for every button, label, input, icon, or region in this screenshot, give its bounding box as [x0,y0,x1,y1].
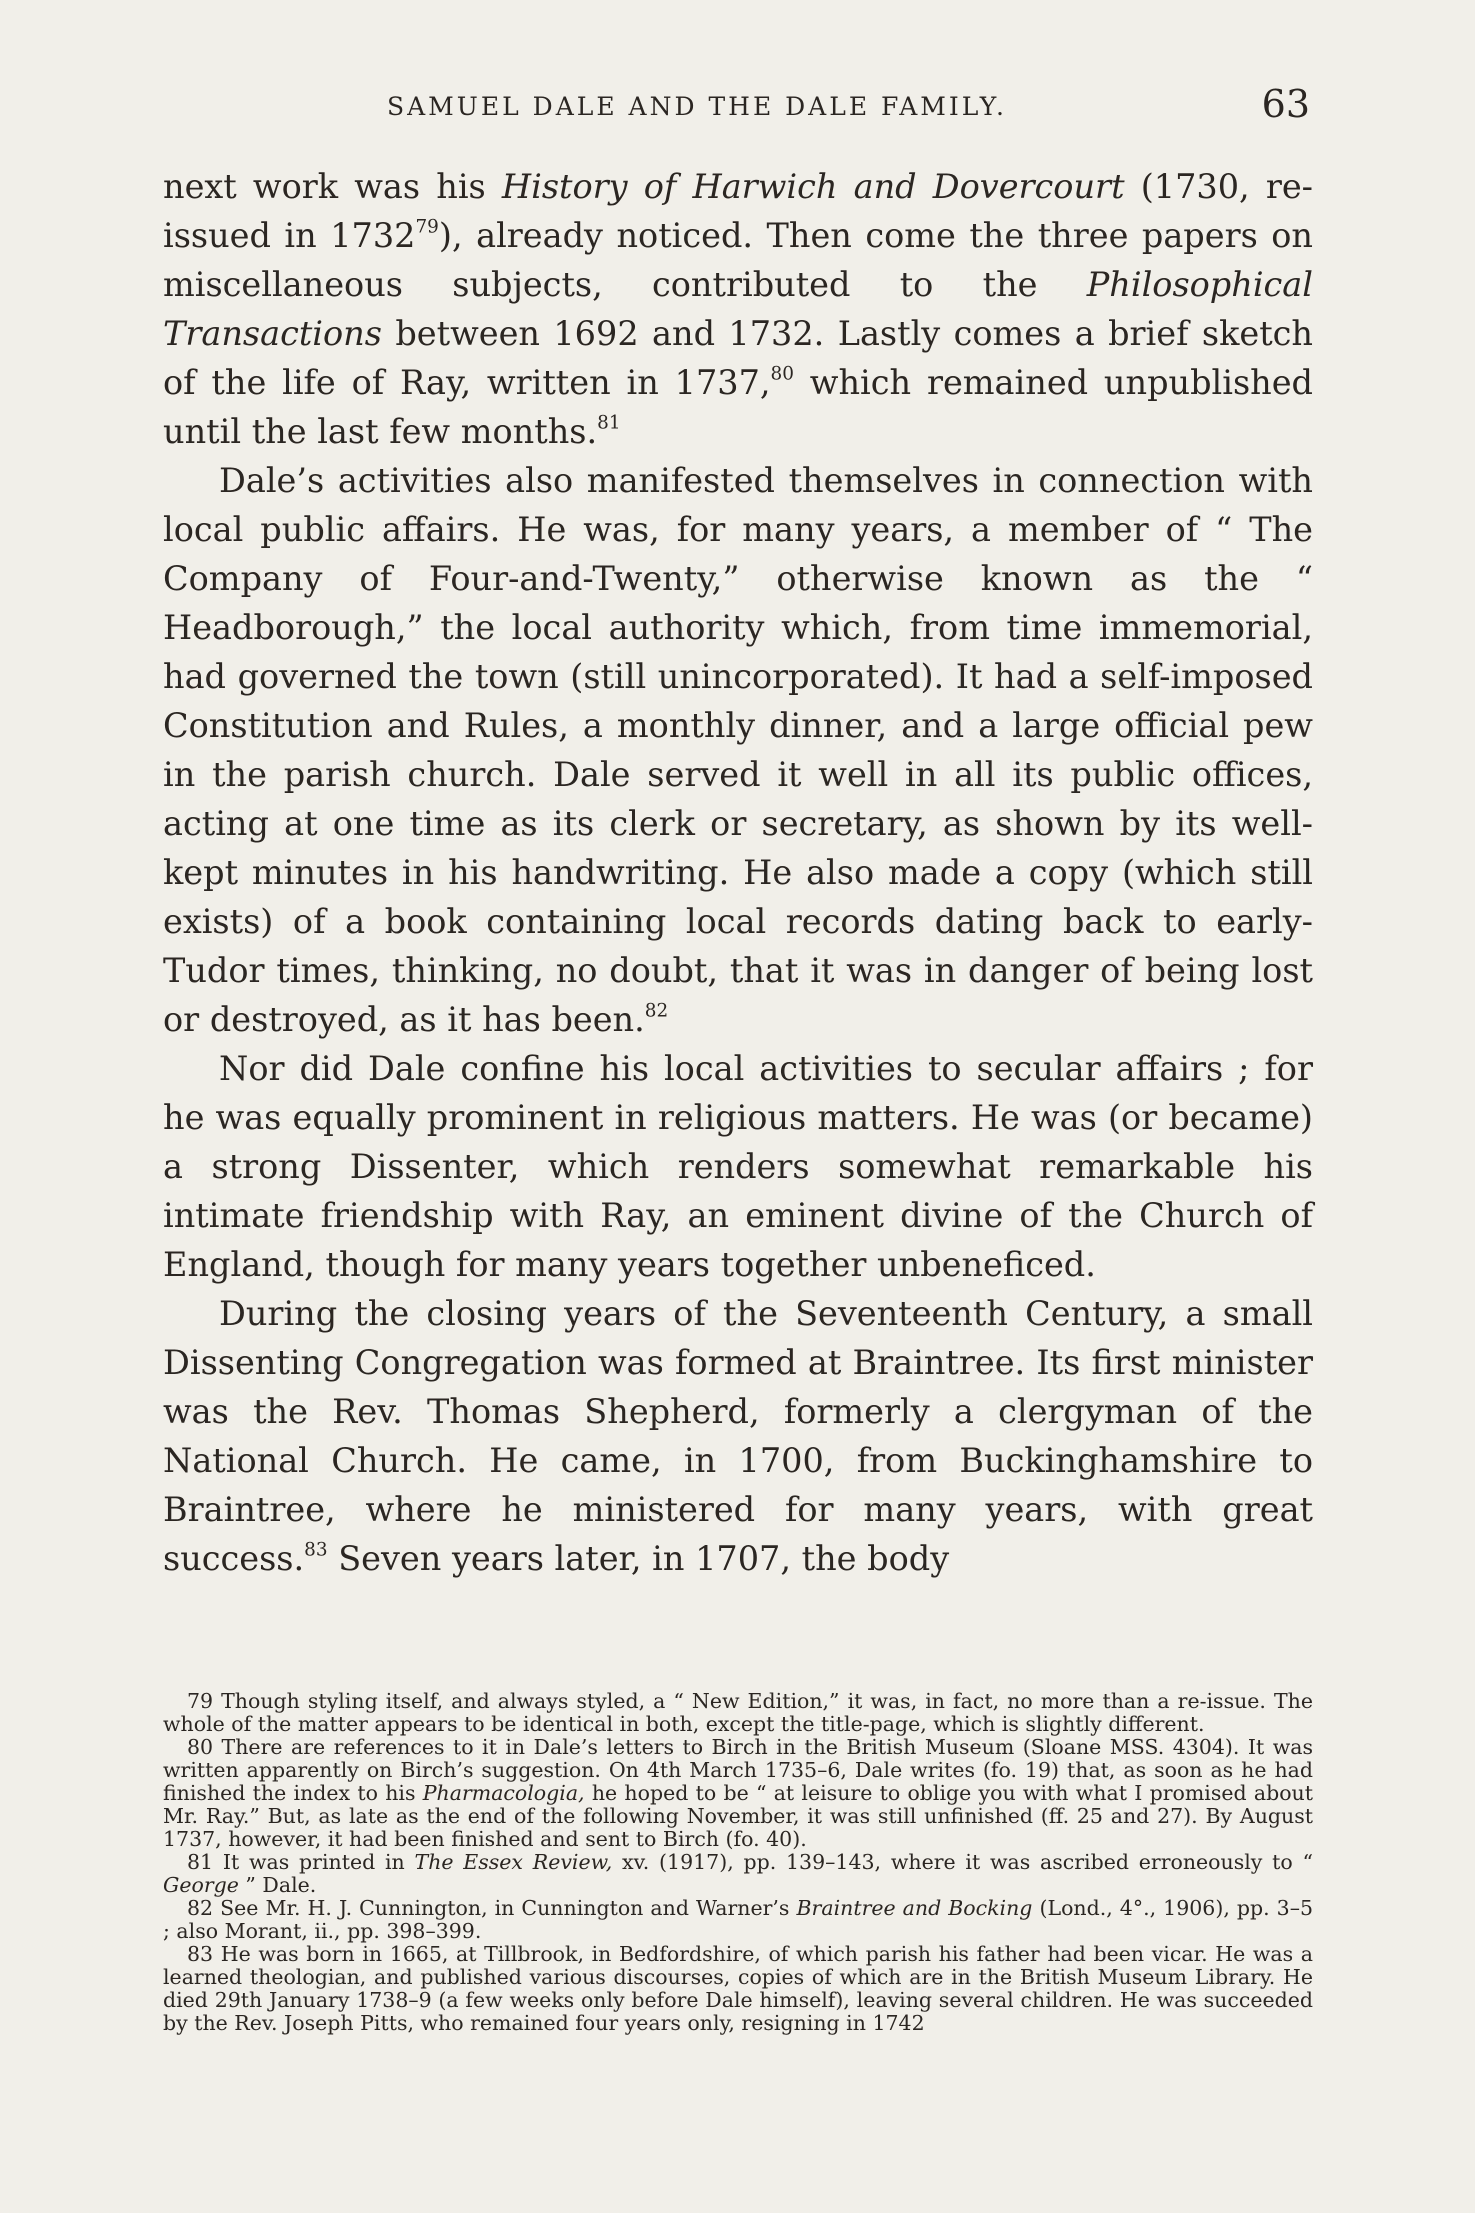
paragraph-1 [163,162,1313,456]
text-run: (Lond., 4°., 1906), pp. 3–5 ; also Morant, ii., pp. 398–399. [163,1896,1313,1943]
text-run: ), already noticed. Then come the three papers on miscellaneous subjects, contributed to the [163,216,1313,304]
italic-title: Pharmacologia, [422,1781,585,1805]
footnote-ref-82[interactable]: 82 [644,1000,669,1022]
footnote-83: 83 He was born in 1665, at Tillbrook, in Bedfordshire, of which parish his father had been vicar. He was a learned theologian, and published various discourses, copies of which are in the British Museum Library. He died 29th January 1738–9 (a few weeks only before Dale himself), leaving several children. He was succeeded by the Rev. Joseph Pitts, who remained four years only, resigning in 1742 [163,1942,1313,2035]
footnote-ref-81[interactable]: 81 [597,412,621,434]
footnote-ref-83[interactable]: 83 [304,1539,328,1561]
text-run: Seven years later, in 1707, the body [327,1539,950,1578]
italic-title: Philosophical Transactions [163,265,1313,353]
text-run: 80 There are references to it in Dale’s letters to Birch in the British Museum (Sloane MSS. 4304). It was written apparently on Birch’s suggestion. On 4th March 1735–6, Dale writes (fo. 19) that, as soon as he had finished the index to his [163,1735,1313,1805]
running-title: SAMUEL DALE AND THE DALE FAMILY. [387,92,1007,121]
running-head [165,82,1310,132]
text-run: Dale’s activities also manifested themselves in connection with local public affairs. He was, for many years, a member of “ The Company of Four-and-Twenty,” otherwise known as the “ Headborough,” the local authority which, from time immemorial, had governed the town (still unincorporated). It had a self-imposed Constitution and Rules, a monthly dinner, and a large official pew in the parish church. Dale served it well in all its public offices, acting at one time as its clerk or secretary, as shown by its well-kept minutes in his handwriting. He also made a copy (which still exists) of a book containing local records dating back to early-Tudor times, thinking, no doubt, that it was in danger of being lost or destroyed, as it has been. [163,461,1313,1039]
text-run: between 1692 and 1732. Lastly comes a brief sketch of the life of Ray, written in 1737, [163,314,1313,402]
footnote-ref-80[interactable]: 80 [770,363,794,385]
footnote-82 [163,1897,1313,1943]
text-run: During the closing years of the Seventeenth Century, a small Dissenting Congregation was formed at Braintree. Its first minister was the Rev. Thomas Shepherd, formerly a clergyman of the National Church. He came, in 1700, from Buckinghamshire to Braintree, where he ministered for many years, with great success. [163,1294,1313,1578]
text-run: (1730, re-issued in 1732 [163,167,1313,255]
footnote-79: 79 Though styling itself, and always styled, a “ New Edition,” it was, in fact, no more than a re-issue. The whole of the matter appears to be identical in both, except the title-page, which is slightly different. [163,1689,1313,1736]
text-run: which remained unpublished until the last few months. [163,363,1314,451]
page-number: 63 [1261,82,1310,126]
footnote-80 [163,1736,1313,1851]
italic-title: The Essex Review, [414,1850,613,1874]
body-text [163,162,1313,1583]
italic-title: History of Harwich and Dovercourt [501,167,1125,206]
italic-title: Braintree and Bocking [796,1896,1033,1920]
text-run: 82 See Mr. H. J. Cunnington, in Cunnington and Warner’s [187,1896,797,1920]
text-run: xv. (1917), pp. 139–143, where it was ascribed erroneously to “ [612,1850,1313,1874]
text-run: next work was his [163,167,502,206]
footnote-81 [163,1851,1313,1897]
text-run: ” Dale. [238,1873,317,1897]
paragraph-4 [163,1289,1313,1583]
footnote-ref-79[interactable]: 79 [415,216,439,238]
text-run: he hoped to be “ at leisure to oblige you with what I promised about Mr. Ray.” But, as late as the end of the following November, it was still unfinished (ff. 25 and 27). By August 1737, however, it had been finished and sent to Birch (fo. 40). [163,1781,1313,1851]
paragraph-2 [163,456,1313,1044]
text-run: 81 It was printed in [187,1850,415,1874]
italic-name: George [163,1873,239,1897]
paragraph-3: Nor did Dale confine his local activities to secular affairs ; for he was equally prominent in religious matters. He was (or became) a strong Dissenter, which renders somewhat remarkable his intimate friendship with Ray, an eminent divine of the Church of England, though for many years together unbeneficed. [163,1049,1313,1284]
footnotes [163,1690,1313,2035]
